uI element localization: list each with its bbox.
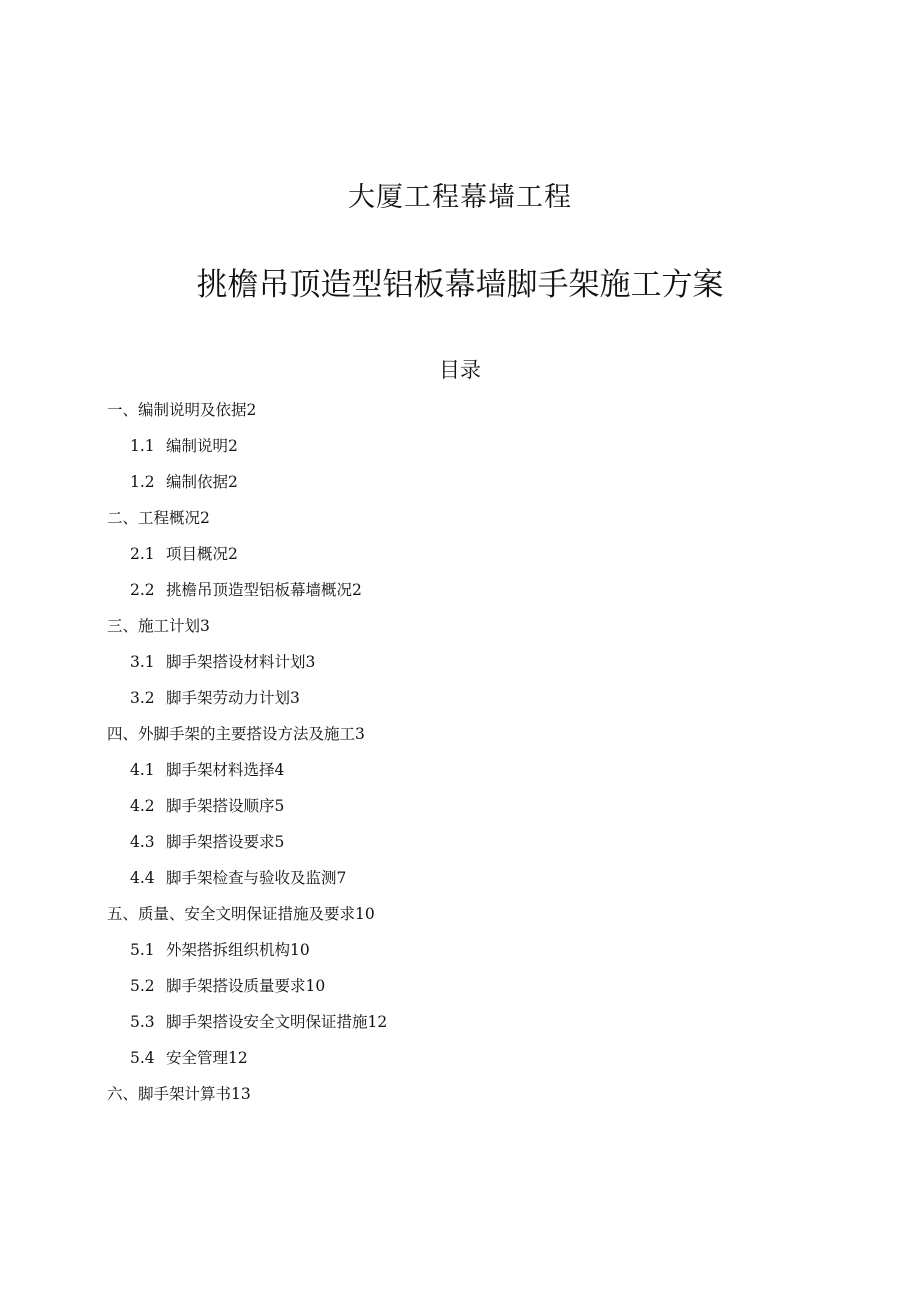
toc-entry-number: 1.1 bbox=[130, 437, 155, 455]
toc-entry-text: 脚手架搭设顺序5 bbox=[166, 797, 285, 815]
toc-entry-text: 项目概况2 bbox=[166, 545, 238, 563]
toc-entry[interactable] bbox=[107, 1007, 807, 1043]
toc-entry[interactable] bbox=[107, 755, 807, 791]
toc-entry-text: 挑檐吊顶造型铝板幕墙概况2 bbox=[166, 581, 362, 599]
toc-entry-text: 外架搭拆组织机构10 bbox=[166, 941, 310, 959]
toc-entry[interactable] bbox=[107, 395, 807, 431]
toc-entry[interactable] bbox=[107, 827, 807, 863]
toc-entry-text: 二、工程概况2 bbox=[107, 509, 210, 527]
toc-entry-text: 三、施工计划3 bbox=[107, 617, 210, 635]
toc-entry-text: 五、质量、安全文明保证措施及要求10 bbox=[107, 905, 375, 923]
toc-entry[interactable] bbox=[107, 647, 807, 683]
toc-entry-text: 脚手架材料选择4 bbox=[166, 761, 285, 779]
project-title: 大厦工程幕墙工程 bbox=[348, 182, 572, 213]
toc-entry-text: 编制说明2 bbox=[166, 437, 238, 455]
toc-entry[interactable] bbox=[107, 971, 807, 1007]
toc-entry-text: 脚手架搭设材料计划3 bbox=[166, 653, 316, 671]
toc-entry-number: 4.4 bbox=[130, 869, 155, 887]
toc-entry[interactable] bbox=[107, 719, 807, 755]
toc-entry-number: 5.1 bbox=[130, 941, 155, 959]
toc-entry-number: 2.2 bbox=[130, 581, 155, 599]
toc-entry[interactable] bbox=[107, 1043, 807, 1079]
toc-entry-text: 脚手架搭设质量要求10 bbox=[166, 977, 326, 995]
toc-entry[interactable] bbox=[107, 539, 807, 575]
toc-entry-text: 编制依据2 bbox=[166, 473, 238, 491]
toc-entry-number: 4.3 bbox=[130, 833, 155, 851]
toc-entry-number: 4.2 bbox=[130, 797, 155, 815]
toc-entry[interactable] bbox=[107, 1079, 807, 1115]
toc-entry-text: 脚手架劳动力计划3 bbox=[166, 689, 300, 707]
toc-entry[interactable] bbox=[107, 611, 807, 647]
toc-entry[interactable] bbox=[107, 899, 807, 935]
toc-entry-number: 4.1 bbox=[130, 761, 155, 779]
table-of-contents bbox=[107, 395, 807, 1115]
toc-heading: 目录 bbox=[439, 358, 481, 382]
toc-entry-number: 1.2 bbox=[130, 473, 155, 491]
toc-entry[interactable] bbox=[107, 791, 807, 827]
toc-entry-number: 5.2 bbox=[130, 977, 155, 995]
toc-entry-text: 一、编制说明及依据2 bbox=[107, 401, 257, 419]
toc-entry[interactable] bbox=[107, 575, 807, 611]
toc-entry[interactable] bbox=[107, 683, 807, 719]
toc-entry[interactable] bbox=[107, 503, 807, 539]
plan-title: 挑檐吊顶造型铝板幕墙脚手架施工方案 bbox=[196, 267, 724, 303]
toc-entry-text: 六、脚手架计算书13 bbox=[107, 1085, 251, 1103]
toc-entry-number: 5.4 bbox=[130, 1049, 155, 1067]
toc-entry-number: 3.1 bbox=[130, 653, 155, 671]
toc-entry-text: 安全管理12 bbox=[166, 1049, 248, 1067]
toc-entry-text: 脚手架检查与验收及监测7 bbox=[166, 869, 347, 887]
toc-entry-number: 5.3 bbox=[130, 1013, 155, 1031]
toc-entry[interactable] bbox=[107, 935, 807, 971]
toc-entry-text: 四、外脚手架的主要搭设方法及施工3 bbox=[107, 725, 365, 743]
toc-entry[interactable] bbox=[107, 431, 807, 467]
toc-entry-number: 2.1 bbox=[130, 545, 155, 563]
toc-entry[interactable] bbox=[107, 863, 807, 899]
toc-entry-number: 3.2 bbox=[130, 689, 155, 707]
toc-entry-text: 脚手架搭设安全文明保证措施12 bbox=[166, 1013, 388, 1031]
toc-entry-text: 脚手架搭设要求5 bbox=[166, 833, 285, 851]
toc-entry[interactable] bbox=[107, 467, 807, 503]
